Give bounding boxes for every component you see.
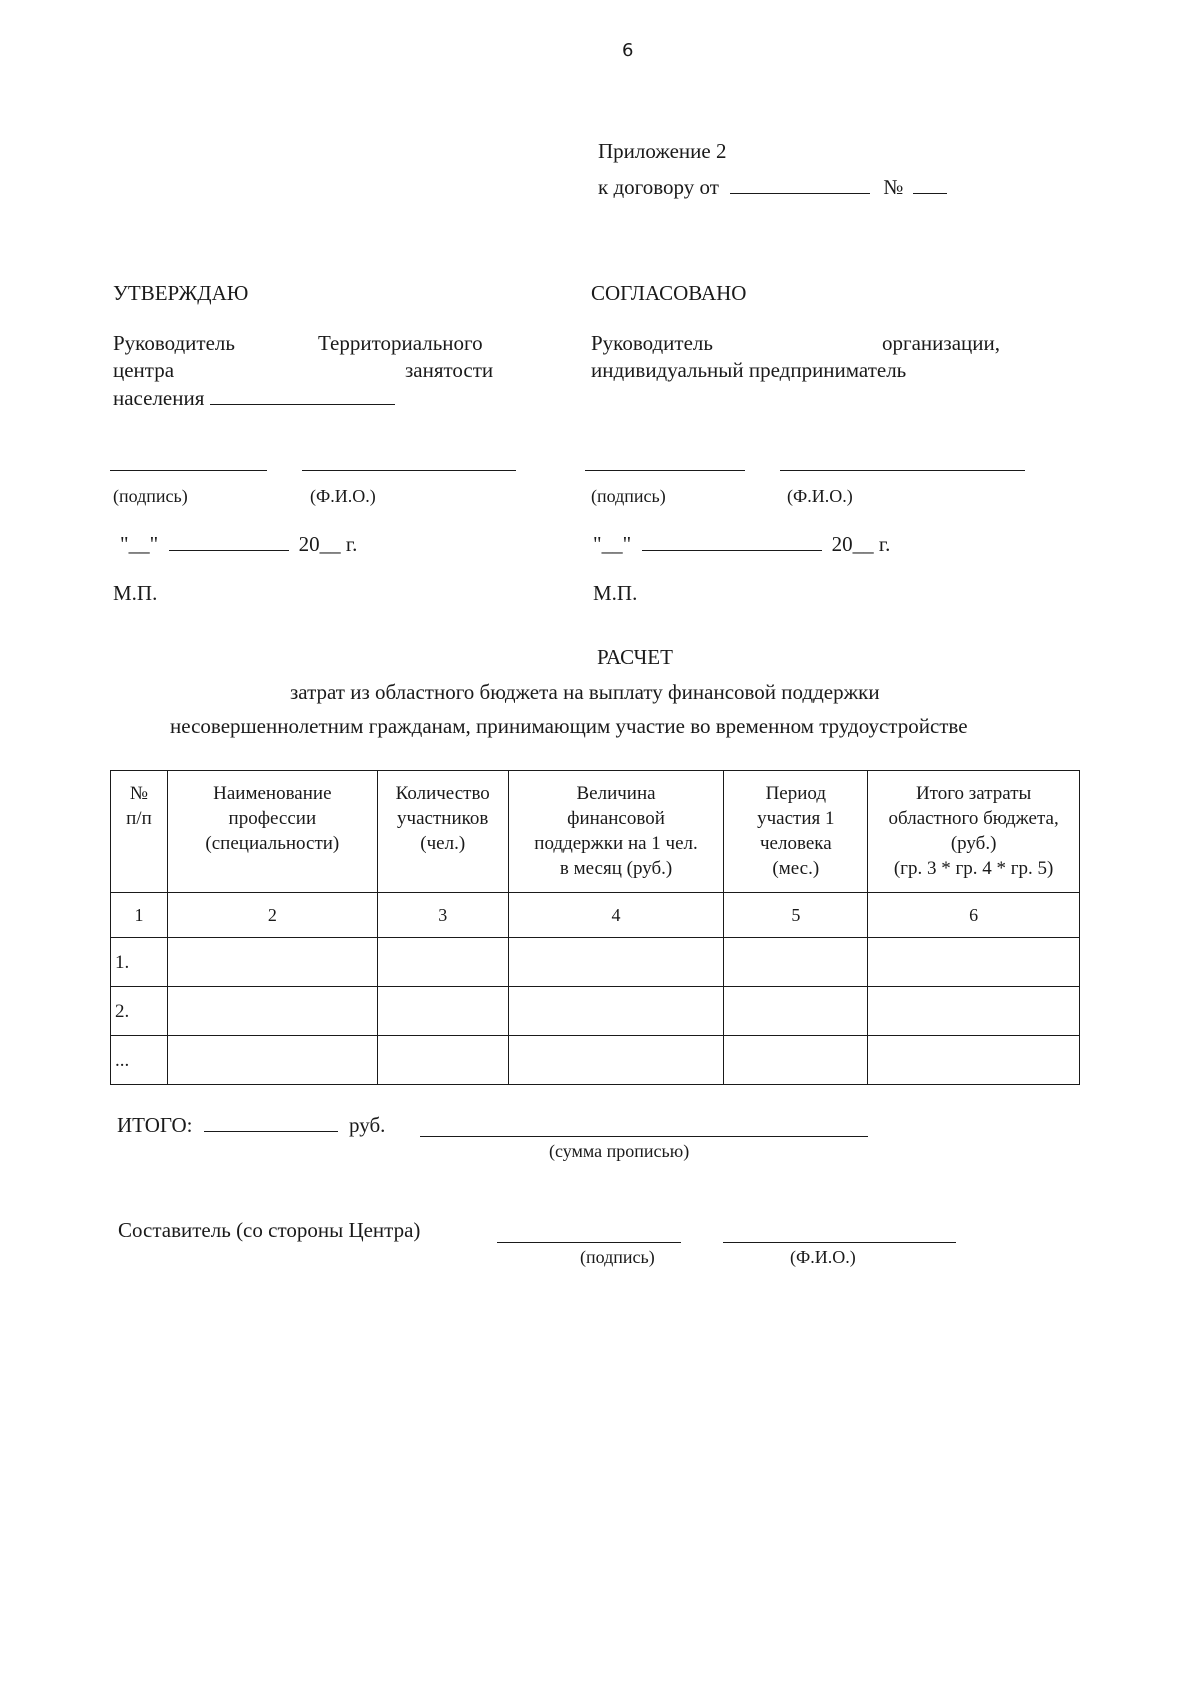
agreed-date-line bbox=[593, 530, 890, 558]
approve-date-month-blank[interactable] bbox=[169, 530, 289, 551]
column-number-cell: 6 bbox=[868, 893, 1080, 938]
calc-title: РАСЧЕТ bbox=[597, 645, 673, 669]
approve-center-name-blank[interactable] bbox=[210, 384, 395, 405]
column-number-cell: 4 bbox=[508, 893, 724, 938]
compiler-fio-line[interactable] bbox=[723, 1242, 956, 1243]
header-profession: Наименование профессии (специальности) bbox=[167, 771, 377, 893]
table-cell[interactable] bbox=[724, 938, 868, 987]
total-currency: руб. bbox=[349, 1113, 386, 1137]
calculation-table bbox=[110, 770, 1080, 1085]
approve-word-population: населения bbox=[113, 386, 205, 410]
contract-date-blank[interactable] bbox=[730, 173, 870, 194]
column-number-cell: 2 bbox=[167, 893, 377, 938]
approve-stamp: М.П. bbox=[113, 581, 158, 605]
table-row bbox=[111, 938, 1080, 987]
appendix-title: Приложение 2 bbox=[598, 139, 727, 163]
agreed-heading: СОГЛАСОВАНО bbox=[591, 281, 747, 305]
column-numbers-row bbox=[111, 893, 1080, 938]
row-number-cell: 2. bbox=[111, 987, 168, 1036]
contract-prefix: к договору от bbox=[598, 175, 719, 199]
total-words-line[interactable] bbox=[420, 1136, 868, 1137]
calc-subtitle-2: несовершеннолетним гражданам, принимающим участие во временном трудоустройстве bbox=[170, 714, 968, 738]
approve-heading: УТВЕРЖДАЮ bbox=[113, 281, 249, 305]
appendix-contract-line bbox=[598, 173, 947, 201]
agreed-date-quote: "__" bbox=[593, 532, 632, 556]
approve-date-year: 20__ г. bbox=[298, 532, 358, 556]
table-cell[interactable] bbox=[167, 1036, 377, 1085]
approve-date-line bbox=[120, 530, 357, 558]
table-cell[interactable] bbox=[868, 987, 1080, 1036]
number-sign: № bbox=[883, 175, 904, 199]
total-line bbox=[117, 1111, 385, 1139]
table-header-row bbox=[111, 771, 1080, 893]
table-cell[interactable] bbox=[724, 987, 868, 1036]
header-total-costs: Итого затраты областного бюджета, (руб.) (гр. 3 * гр. 4 * гр. 5) bbox=[868, 771, 1080, 893]
agreed-signature-label: (подпись) bbox=[591, 486, 666, 506]
agreed-word-rukovoditel: Руководитель bbox=[591, 331, 713, 355]
column-number-cell: 3 bbox=[377, 893, 508, 938]
table-cell[interactable] bbox=[508, 938, 724, 987]
approve-fio-label: (Ф.И.О.) bbox=[310, 486, 376, 506]
column-number-cell: 5 bbox=[724, 893, 868, 938]
agreed-date-year: 20__ г. bbox=[831, 532, 891, 556]
table-row bbox=[111, 1036, 1080, 1085]
approve-word-territorial: Территориального bbox=[318, 331, 483, 355]
approve-population-line bbox=[113, 384, 395, 412]
approve-signature-line[interactable] bbox=[110, 470, 267, 471]
compiler-signature-label: (подпись) bbox=[580, 1247, 655, 1267]
header-period: Период участия 1 человека (мес.) bbox=[724, 771, 868, 893]
table-row bbox=[111, 987, 1080, 1036]
compiler-label: Составитель (со стороны Центра) bbox=[118, 1218, 421, 1242]
table-cell[interactable] bbox=[508, 987, 724, 1036]
compiler-signature-line[interactable] bbox=[497, 1242, 681, 1243]
table-cell[interactable] bbox=[167, 987, 377, 1036]
contract-number-blank[interactable] bbox=[913, 173, 947, 194]
approve-word-center: центра bbox=[113, 358, 175, 382]
agreed-signature-line[interactable] bbox=[585, 470, 745, 471]
table-cell[interactable] bbox=[868, 938, 1080, 987]
table-cell[interactable] bbox=[724, 1036, 868, 1085]
row-number-cell: ... bbox=[111, 1036, 168, 1085]
page-number: 6 bbox=[622, 40, 634, 61]
agreed-word-organization: организации, bbox=[882, 331, 1000, 355]
agreed-date-month-blank[interactable] bbox=[642, 530, 822, 551]
agreed-stamp: М.П. bbox=[593, 581, 638, 605]
table-cell[interactable] bbox=[868, 1036, 1080, 1085]
header-support-amount: Величина финансовой поддержки на 1 чел. в месяц (руб.) bbox=[508, 771, 724, 893]
column-number-cell: 1 bbox=[111, 893, 168, 938]
approve-word-rukovoditel: Руководитель bbox=[113, 331, 235, 355]
table-cell[interactable] bbox=[377, 987, 508, 1036]
approve-word-employment: занятости bbox=[405, 358, 494, 382]
header-number: № п/п bbox=[111, 771, 168, 893]
total-label: ИТОГО: bbox=[117, 1113, 193, 1137]
table-cell[interactable] bbox=[508, 1036, 724, 1085]
table-cell[interactable] bbox=[377, 938, 508, 987]
table-cell[interactable] bbox=[167, 938, 377, 987]
agreed-line2: индивидуальный предприниматель bbox=[591, 358, 907, 382]
header-participants: Количество участников (чел.) bbox=[377, 771, 508, 893]
total-words-label: (сумма прописью) bbox=[549, 1141, 690, 1161]
agreed-fio-label: (Ф.И.О.) bbox=[787, 486, 853, 506]
agreed-fio-line[interactable] bbox=[780, 470, 1025, 471]
approve-date-quote: "__" bbox=[120, 532, 159, 556]
approve-fio-line[interactable] bbox=[302, 470, 516, 471]
compiler-fio-label: (Ф.И.О.) bbox=[790, 1247, 856, 1267]
total-amount-blank[interactable] bbox=[204, 1111, 338, 1132]
row-number-cell: 1. bbox=[111, 938, 168, 987]
table-cell[interactable] bbox=[377, 1036, 508, 1085]
calc-subtitle-1: затрат из областного бюджета на выплату финансовой поддержки bbox=[290, 680, 880, 704]
approve-signature-label: (подпись) bbox=[113, 486, 188, 506]
